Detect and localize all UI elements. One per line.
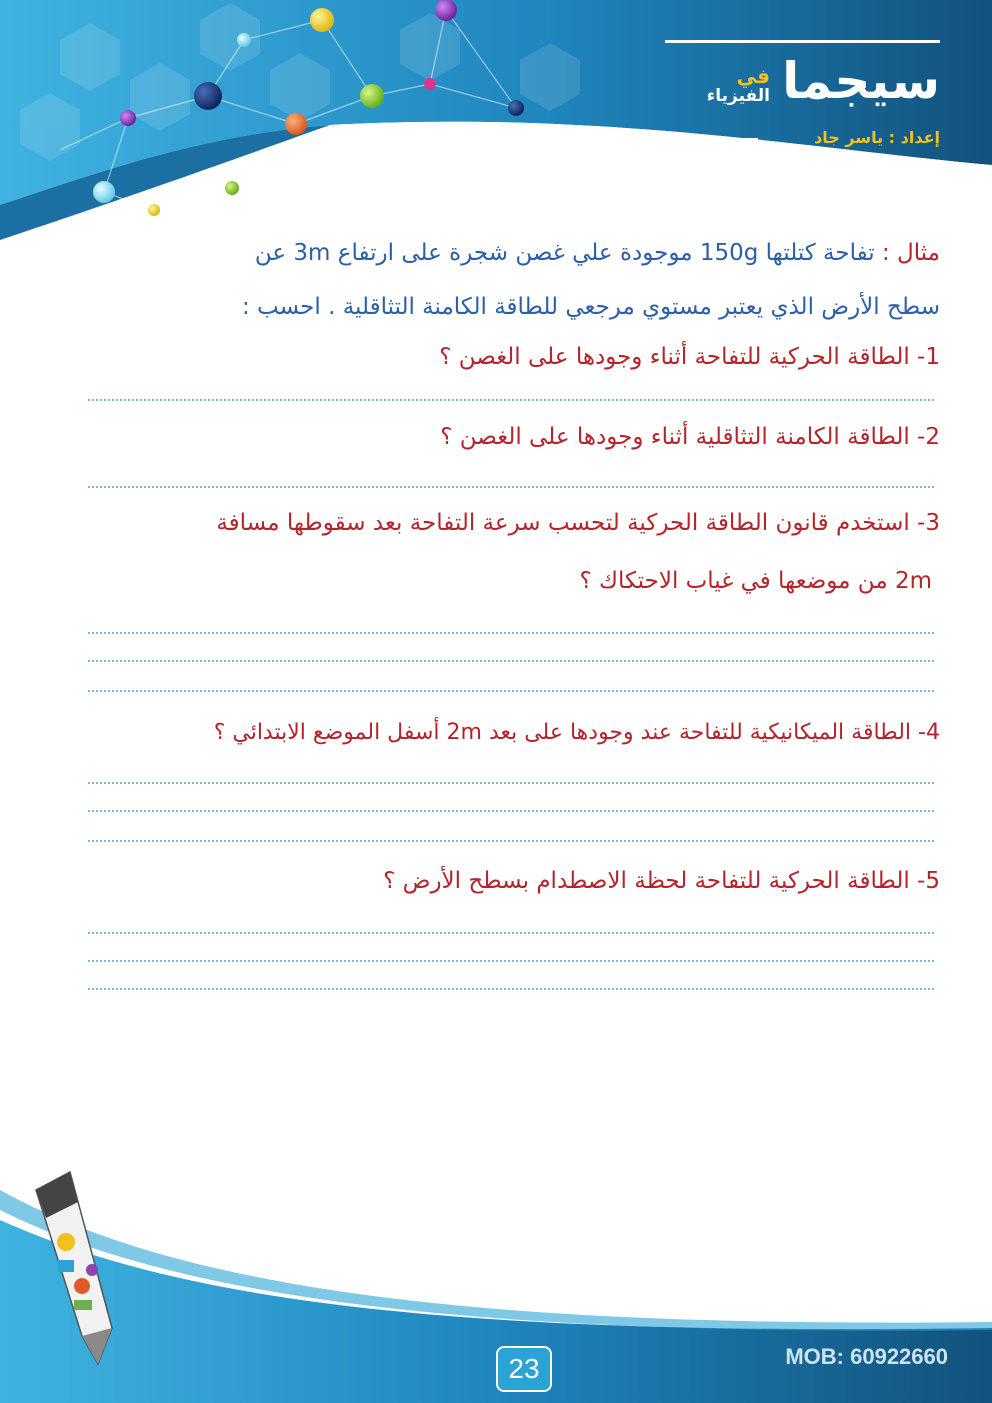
question-4-text: الطاقة الميكانيكية للتفاحة عند وجودها على بعد 2m أسفل الموضع الابتدائي ؟	[213, 720, 912, 745]
question-2	[440, 424, 940, 452]
brand-top-rule	[665, 40, 940, 43]
question-5-text: الطاقة الحركية للتفاحة لحظة الاصطدام بسطح الأرض ؟	[383, 868, 910, 894]
example-text-1: تفاحة كتلتها 150g موجودة علي غصن شجرة على ارتفاع 3m عن	[254, 240, 875, 266]
page-number-badge: 23	[496, 1346, 552, 1392]
answer-line-2[interactable]	[88, 486, 934, 488]
answer-line-1[interactable]	[88, 399, 934, 401]
question-3-number: 3-	[917, 510, 940, 536]
answer-line-4b[interactable]	[88, 810, 934, 812]
example-label: مثال :	[881, 240, 940, 266]
question-4	[214, 720, 940, 746]
question-5-number: 5-	[917, 868, 940, 894]
question-3-text: استخدم قانون الطاقة الحركية لتحسب سرعة التفاحة بعد سقوطها مسافة	[216, 510, 910, 536]
example-line-1	[255, 240, 940, 268]
brand-author: إعداد : ياسر جاد	[814, 128, 940, 147]
question-2-number: 2-	[917, 424, 940, 450]
question-4-number: 4-	[918, 720, 940, 745]
answer-line-5a[interactable]	[88, 932, 934, 934]
brand-subject: الفيزياء	[706, 86, 770, 106]
question-3	[216, 510, 940, 538]
answer-line-4a[interactable]	[88, 782, 934, 784]
question-2-text: الطاقة الكامنة التثاقلية أثناء وجودها على الغصن ؟	[440, 424, 910, 450]
brand-subtitle	[707, 66, 770, 105]
answer-line-3c[interactable]	[88, 690, 934, 692]
brand-title: سيجما	[782, 52, 940, 110]
question-3-continuation: 2m من موضعها في غياب الاحتكاك ؟	[579, 568, 932, 594]
answer-line-3a[interactable]	[88, 632, 934, 634]
answer-line-5c[interactable]	[88, 988, 934, 990]
mobile-number: MOB: 60922660	[785, 1344, 948, 1369]
question-1-text: الطاقة الحركية للتفاحة أثناء وجودها على الغصن ؟	[439, 344, 910, 370]
answer-line-5b[interactable]	[88, 960, 934, 962]
answer-line-3b[interactable]	[88, 660, 934, 662]
question-1	[439, 344, 940, 372]
question-5	[383, 868, 940, 896]
brand-logo	[660, 40, 940, 160]
answer-line-4c[interactable]	[88, 840, 934, 842]
question-1-number: 1-	[917, 344, 940, 370]
brand-author-rule	[668, 138, 758, 141]
example-line-2: سطح الأرض الذي يعتبر مستوي مرجعي للطاقة الكامنة التثاقلية . احسب :	[242, 294, 940, 320]
brand-in: في	[736, 64, 770, 88]
